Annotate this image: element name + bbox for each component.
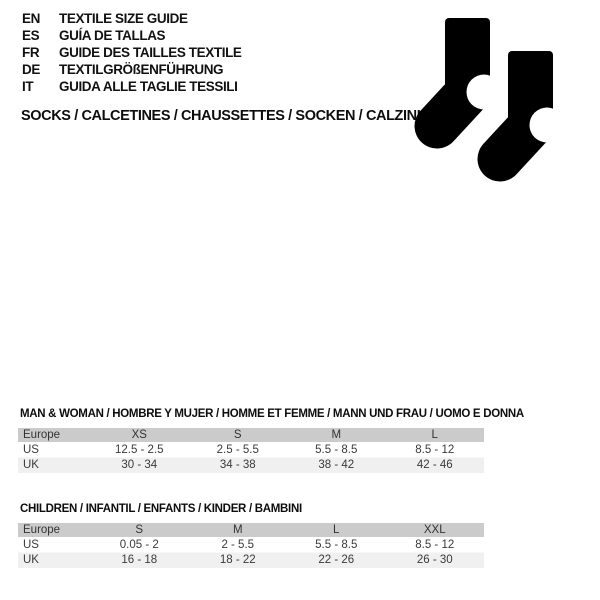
language-code: ES — [22, 28, 40, 43]
row-label: UK — [23, 459, 39, 471]
size-value: 26 - 30 — [416, 554, 453, 566]
language-row-es — [22, 27, 242, 44]
column-header-size: S — [233, 429, 242, 441]
table-row-us — [18, 538, 484, 553]
column-header-size: L — [333, 524, 340, 536]
size-value: 18 - 22 — [219, 554, 256, 566]
socks-icon — [395, 0, 575, 195]
language-label: GUÍA DE TALLAS — [59, 28, 166, 43]
table-header-row — [18, 523, 484, 538]
size-table-grid — [18, 523, 484, 568]
size-value: 2.5 - 5.5 — [216, 444, 259, 456]
language-list — [22, 10, 242, 95]
column-header-region: Europe — [23, 429, 61, 441]
language-label: GUIDE DES TAILLES TEXTILE — [59, 45, 242, 60]
language-code: FR — [22, 45, 40, 60]
language-code: EN — [22, 11, 40, 26]
size-value: 8.5 - 12 — [415, 539, 455, 551]
language-code: DE — [22, 62, 40, 77]
category-title: SOCKS / CALCETINES / CHAUSSETTES / SOCKEN / CALZINI — [21, 108, 421, 124]
size-value: 5.5 - 8.5 — [315, 444, 358, 456]
size-table-children — [18, 503, 484, 568]
table-title: CHILDREN / INFANTIL / ENFANTS / KINDER / BAMBINI — [20, 503, 302, 515]
table-header-row — [18, 428, 484, 443]
column-header-size: XXL — [423, 524, 446, 536]
column-header-size: L — [431, 429, 438, 441]
sock-back — [437, 18, 502, 126]
table-row-us — [18, 443, 484, 458]
size-value: 5.5 - 8.5 — [315, 539, 358, 551]
language-row-de — [22, 61, 242, 78]
language-row-fr — [22, 44, 242, 61]
size-table-man-woman — [18, 408, 524, 473]
language-label: TEXTILGRÖßENFÜHRUNG — [59, 62, 224, 77]
size-value: 22 - 26 — [318, 554, 355, 566]
language-row-it — [22, 78, 242, 95]
size-value: 12.5 - 2.5 — [114, 444, 164, 456]
table-row-uk — [18, 553, 484, 568]
language-code: IT — [22, 79, 34, 94]
size-value: 0.05 - 2 — [119, 539, 159, 551]
column-header-size: M — [331, 429, 342, 441]
row-label: US — [23, 444, 39, 456]
table-title: MAN & WOMAN / HOMBRE Y MUJER / HOMME ET FEMME / MANN UND FRAU / UOMO E DONNA — [20, 408, 524, 420]
column-header-size: S — [135, 524, 144, 536]
column-header-size: M — [232, 524, 243, 536]
row-label: US — [23, 539, 39, 551]
size-value: 38 - 42 — [318, 459, 355, 471]
size-value: 30 - 34 — [121, 459, 158, 471]
language-label: GUIDA ALLE TAGLIE TESSILI — [59, 79, 238, 94]
language-label: TEXTILE SIZE GUIDE — [59, 11, 188, 26]
size-table-grid — [18, 428, 484, 473]
table-row-uk — [18, 458, 484, 473]
size-value: 42 - 46 — [416, 459, 453, 471]
size-value: 34 - 38 — [219, 459, 256, 471]
row-label: UK — [23, 554, 39, 566]
size-value: 2 - 5.5 — [221, 539, 255, 551]
sock-front — [500, 51, 565, 159]
size-value: 8.5 - 12 — [415, 444, 455, 456]
language-row-en — [22, 10, 242, 27]
column-header-size: XS — [131, 429, 147, 441]
size-value: 16 - 18 — [121, 554, 158, 566]
column-header-region: Europe — [23, 524, 61, 536]
